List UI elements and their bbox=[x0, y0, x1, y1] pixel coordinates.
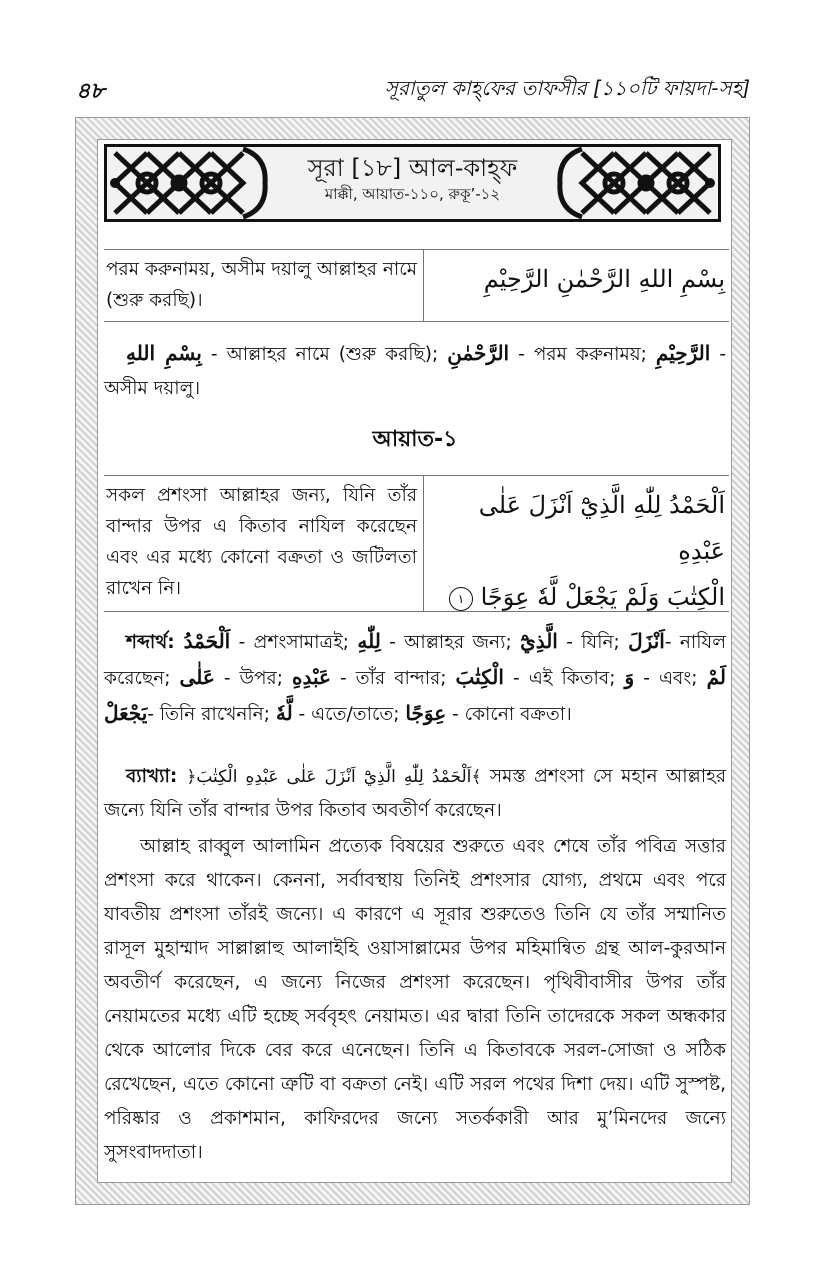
gloss-ar: اَنْزَلَ bbox=[628, 629, 665, 653]
gloss-ar: الَّذِيْٓ bbox=[520, 629, 558, 653]
gloss-bn: - পরম করুনাময়; bbox=[509, 344, 656, 365]
gloss-bn: - উপর; bbox=[214, 668, 292, 689]
gloss-bn: - এবং; bbox=[634, 668, 707, 689]
gloss-ar: اَلْحَمْدُ bbox=[183, 629, 231, 653]
book-title: সূরাতুল কাহ্‌ফের তাফসীর [১১০টি ফায়দা-সহ] bbox=[384, 76, 750, 100]
gloss-bn: - অসীম দয়ালু। bbox=[104, 344, 727, 399]
gloss-bn: - এতে/তাতে; bbox=[292, 704, 406, 725]
gloss-ar: الْكِتٰبَ bbox=[455, 665, 504, 689]
gloss-bn: - প্রশংসামাত্রই; bbox=[230, 632, 358, 653]
arabesque-ornament-right-icon bbox=[548, 147, 718, 219]
gloss-ar: بِسْمِ اللهِ bbox=[126, 341, 202, 365]
ayah-arabic-line-2-text: الْكِتٰبَ وَلَمْ يَجْعَلْ لَّهٗ عِوَجًا bbox=[480, 583, 725, 611]
gloss-ar: الرَّحِيْمِ bbox=[655, 341, 711, 365]
explanation-label: ব্যাখ্যা: bbox=[126, 766, 187, 787]
gloss-ar: لَمْ يَجْعَلْ bbox=[104, 665, 726, 725]
basmala-translation: পরম করুনাময়, অসীম দয়ালু আল্লাহর নামে (শুরু করছি)। bbox=[104, 250, 424, 321]
ayah-arabic-line-1: اَلْحَمْدُ لِلّٰهِ الَّذِيْٓ اَنْزَلَ عَلٰى عَبْدِهِ bbox=[478, 491, 725, 565]
ayah-arabic-line-2 bbox=[428, 574, 725, 620]
ayah-arabic bbox=[424, 476, 729, 611]
gloss-ar: عَلٰى bbox=[179, 665, 215, 689]
gloss-bn: - যিনি; bbox=[557, 632, 629, 653]
ayah-heading: আয়াত-১ bbox=[372, 427, 458, 452]
explanation-quote: ﴿اَلْحَمْدُ لِلّٰهِ الَّذِيْٓ اَنْزَلَ عَلٰى عَبْدِهِ الْكِتٰبَ﴾ bbox=[186, 767, 482, 787]
gloss-ar: وَ bbox=[624, 665, 635, 689]
page-number: ৪৮ bbox=[76, 79, 105, 104]
explanation bbox=[104, 760, 726, 828]
glossary-items bbox=[104, 629, 726, 725]
explanation-intro: সমস্ত প্রশংসা সে মহান আল্লাহর জন্যে যিনি তাঁর বান্দার উপর কিতাব অবতীর্ণ করেছেন। bbox=[104, 766, 726, 821]
ayah-number-marker-icon: ١ bbox=[449, 587, 473, 611]
surah-meta: মাক্কী, আয়াত-১১০, রুকূ’-১২ bbox=[324, 185, 501, 203]
running-head bbox=[0, 74, 826, 104]
banner-text bbox=[277, 147, 548, 219]
basmala-arabic: بِسْمِ اللهِ الرَّحْمٰنِ الرَّحِيْمِ bbox=[483, 265, 725, 293]
word-glossary bbox=[104, 624, 726, 732]
gloss-ar: عِوَجًا bbox=[405, 701, 447, 725]
ayah-row bbox=[104, 475, 729, 612]
basmala-row bbox=[104, 249, 729, 322]
explanation-paragraph: আল্লাহ রাব্বুল আলামিন প্রত্যেক বিষয়ের শুরুতে এবং শেষে তাঁর পবিত্র সত্তার প্রশংসা করে থাকেন। কেননা, সর্বাবস্থায় তিনিই প্রশংসার যোগ্য, প্রথমে এবং পরে যাবতীয় প্রশংসা তাঁরই জন্যে। এ কারণে এ সূরার শুরুতেও তিনি যে তাঁর সম্মানিত রাসূল মুহাম্মাদ সাল্লাল্লাহু আলাইহি ওয়াসাল্লামের উপর মহিমান্বিত গ্রন্থ আল-কুরআন অবতীর্ণ করেছেন, এ জন্যে নিজের প্রশংসা করেছেন। পৃথিবীবাসীর উপর তাঁর নেয়ামতের মধ্যে এটি হচ্ছে সর্ববৃহৎ নেয়ামত। এর দ্বারা তিনি তাদেরকে সকল অন্ধকার থেকে আলোর দিকে বের করে এনেছেন। তিনি এ কিতাবকে সরল-সোজা ও সঠিক রেখেছেন, এতে কোনো ত্রুটি বা বক্রতা নেই। এটি সরল পথের দিশা দেয়। এটি সুস্পষ্ট, পরিষ্কার ও প্রকাশমান, কাফিরদের জন্যে সতর্ককারী আর মু’মিনদের জন্যে সুসংবাদদাতা। bbox=[104, 836, 726, 1163]
basmala-glossary bbox=[104, 336, 726, 406]
gloss-bn: - তিনি রাখেননি; bbox=[147, 704, 276, 725]
gloss-bn: - আল্লাহর জন্য; bbox=[380, 632, 521, 653]
arabesque-ornament-left-icon bbox=[107, 147, 277, 219]
gloss-ar: الرَّحْمٰنِ bbox=[447, 341, 510, 365]
gloss-bn: - এই কিতাব; bbox=[503, 668, 625, 689]
gloss-bn: - তাঁর বান্দার; bbox=[330, 668, 456, 689]
glossary-label: শব্দার্থ: bbox=[126, 632, 184, 653]
gloss-ar: لِلّٰهِ bbox=[357, 629, 381, 653]
surah-title: সূরা [১৮] আল-কাহ্‌ফ bbox=[307, 154, 518, 182]
gloss-bn: - আল্লাহর নামে (শুরু করছি); bbox=[201, 344, 448, 365]
gloss-ar: عَبْدِهِ bbox=[291, 665, 331, 689]
gloss-bn: - নাযিল করেছেন; bbox=[104, 632, 726, 689]
surah-banner bbox=[104, 144, 721, 222]
gloss-ar: لَّهٗ bbox=[275, 701, 293, 725]
ayah-translation: সকল প্রশংসা আল্লাহর জন্য, যিনি তাঁর বান্দার উপর এ কিতাব নাযিল করেছেন এবং এর মধ্যে কোনো বক্রতা ও জটিলতা রাখেন নি। bbox=[104, 476, 424, 611]
gloss-bn: - কোনো বক্রতা। bbox=[446, 704, 572, 725]
